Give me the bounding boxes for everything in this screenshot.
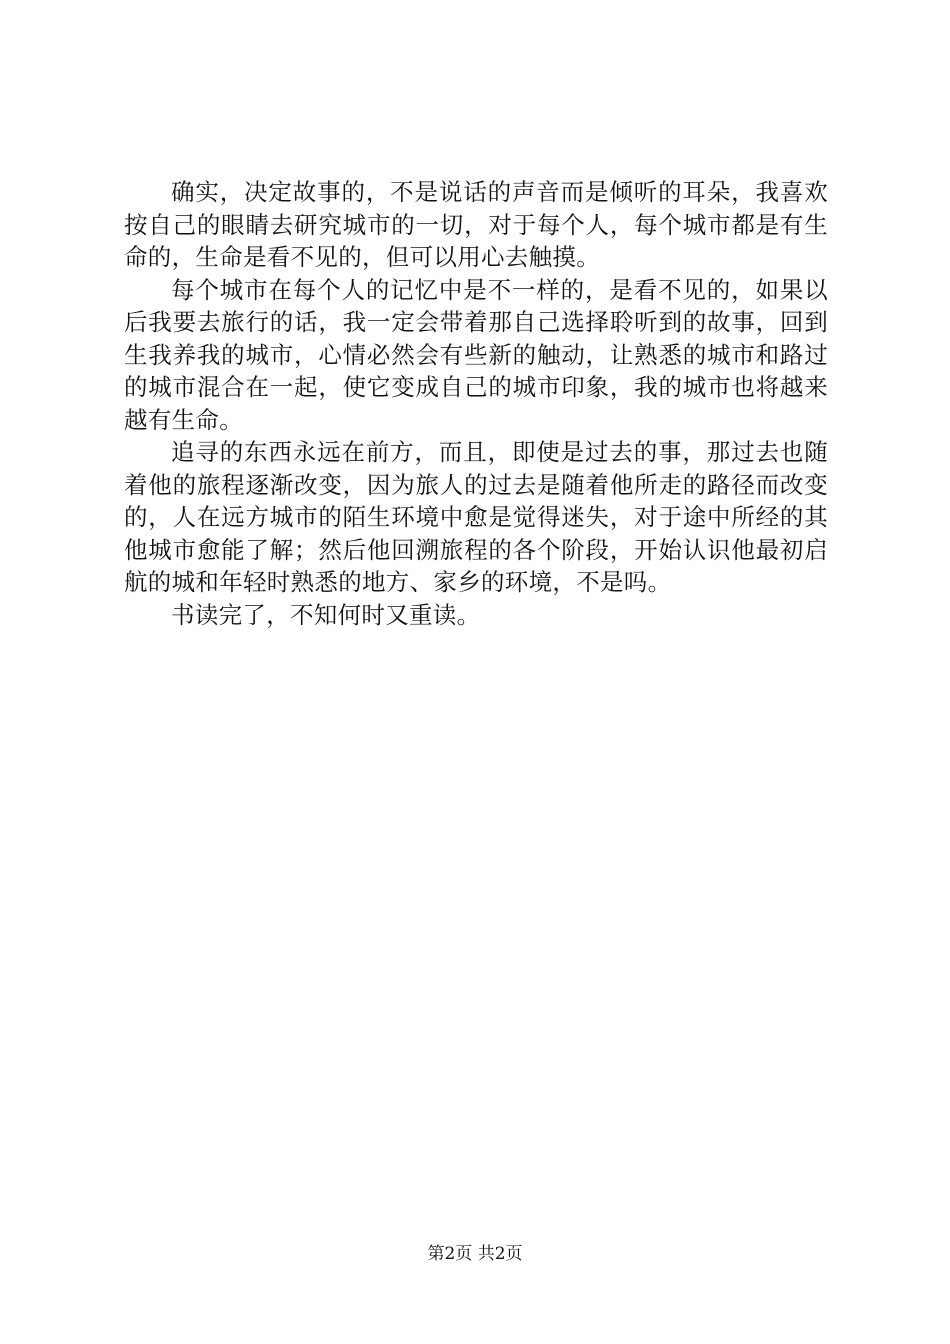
paragraph: 书读完了，不知何时又重读。 (171, 600, 481, 629)
document-body (124, 176, 828, 631)
page-footer (0, 1242, 950, 1266)
paragraph: 确实，决定故事的，不是说话的声音而是倾听的耳朵，我喜欢按自己的眼睛去研究城市的一切，对于每个人，每个城市都是有生命的，生命是看不见的，但可以用心去触摸。 (124, 178, 828, 271)
page-number: 第2页 共2页 (427, 1244, 523, 1264)
paragraph: 每个城市在每个人的记忆中是不一样的，是看不见的，如果以后我要去旅行的话，我一定会带着那自己选择聆听到的故事，回到生我养我的城市，心情必然会有些新的触动，让熟悉的城市和路过的城市混合在一起，使它变成自己的城市印象，我的城市也将越来越有生命。 (124, 275, 828, 434)
paragraph: 追寻的东西永远在前方，而且，即使是过去的事，那过去也随着他的旅程逐渐改变，因为旅人的过去是随着他所走的路径而改变的，人在远方城市的陌生环境中愈是觉得迷失，对于途中所经的其他城市愈能了解；然后他回溯旅程的各个阶段，开始认识他最初启航的城和年轻时熟悉的地方、家乡的环境，不是吗。 (124, 438, 828, 596)
